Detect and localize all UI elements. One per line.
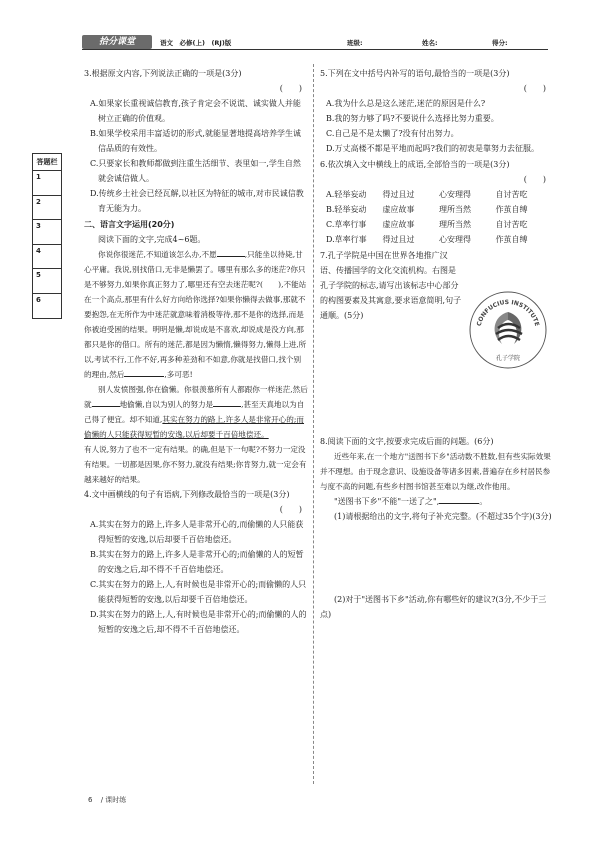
score-field-label: 得分: (492, 39, 508, 47)
question-3-option-c: C.只要家长和教师都做到注重生活细节、表里如一,学生自然就会诚信做人。 (90, 159, 301, 183)
question-8-fill-sentence (320, 494, 552, 509)
question-6-option-b (326, 202, 552, 217)
answer-cell-6[interactable]: 6 (36, 295, 41, 304)
fill-blank-1[interactable] (217, 248, 245, 257)
fill-blank-4[interactable] (213, 398, 241, 407)
q6-d-3: 心安理得 (439, 235, 471, 244)
q6-c-2: 虚应故事 (382, 220, 415, 229)
passage-p1-b: ,只能坐以待毙,甘心平庸。我说,别找借口,无非是懒罢了。哪里有那么多的迷茫?你只是不够努力,如果你真正努力了,哪里还有空去迷茫呢?( ),不能站在一个高点,那里有什么好方向给你选择?如果你懒得去做事,那就不要抱怨,在无所作为中迷茫就意味着消极等待,那不是你的选择,而是你被迫受困的结果。明明是懒,却说成是不喜欢,却说成是没方向,那都只是你的借口。所有的迷茫,都是因为懒惰,懒得努力,懒得上进,所以,考试不行,工作不好,再多种差劲和不如意,你就是找借口,找个别的理由,然后 (84, 250, 307, 379)
q6-a-4: 自讨苦吃 (495, 190, 528, 199)
answer-cell-2[interactable]: 2 (33, 196, 61, 221)
passage-p1-c: ,多可恶! (164, 370, 193, 379)
question-4-answer-paren[interactable]: ( ) (279, 505, 302, 514)
question-3-option-a: A.如果家长重视诚信教育,孩子肯定会不说谎、诚实做人并能树立正确的价值观。 (90, 99, 301, 123)
question-3-answer-paren[interactable]: ( ) (279, 84, 302, 93)
question-4-option-b: B.其实在努力的路上,许多人是非常开心的;而偷懒的人的短暂的安逸之后,却不得不千百倍地偿还。 (90, 550, 304, 574)
subject-label: 语文 必修(上) (RJ)版 (160, 39, 232, 47)
q6-a-1: A.轻举妄动 (326, 190, 367, 199)
q6-a-3: 心安理得 (439, 190, 471, 199)
passage-paragraph-1 (84, 247, 308, 382)
question-6-option-d (326, 232, 552, 247)
question-4-option-a: A.其实在努力的路上,许多人是非常开心的,而偷懒的人只能获得短暂的安逸,以后却要千百倍地偿还。 (90, 520, 304, 544)
q6-b-1: B.轻举妄动 (326, 205, 367, 214)
question-3-option-d: D.传统乡土社会已经瓦解,以社区为特征的城市,对市民诚信教育无能为力。 (90, 189, 304, 213)
question-5-option-d: D.万丈高楼不都是平地而起吗?我们的初衷是靠努力去征服。 (326, 144, 539, 153)
answer-column (32, 153, 62, 319)
question-6-option-c (326, 217, 552, 232)
answer-cell-1[interactable]: 1 (33, 171, 61, 196)
class-field-label: 班级: (347, 39, 363, 47)
passage-p2-a: 别人发愤图强,你在偷懒。你很羡慕所有人都跟你一样迷茫,然后就 (84, 385, 308, 409)
question-8-passage: 近些年来,在一个地方"送图书下乡"活动数不胜数,但有些实际效果并不理想。由于现念意识、设施设备等诸多因素,普遍存在乡村居民参与度不高的问题,有些乡村图书馆甚至难以为继,改作他用。 (320, 452, 551, 491)
brand-logo: 拾分课堂 (82, 35, 152, 49)
question-8 (320, 434, 552, 662)
question-3 (84, 66, 308, 216)
fill-blank-2[interactable] (124, 368, 164, 377)
q6-d-2: 得过且过 (382, 235, 415, 244)
question-4-stem: 4.文中画横线的句子有语病,下列修改最恰当的一项是(3分) (84, 490, 290, 499)
q8-fill-a: "送图书下乡"不能"一送了之", (334, 497, 440, 506)
footer-label: / 课时练 (100, 796, 127, 804)
emblem-cn-text: 孔子学院 (495, 355, 521, 362)
question-7: 7.孔子学院是中国在世界各地推广汉语、传播国学的文化交流机构。右图是孔子学院的标志,请写出该标志中心部分的构图要素及其寓意,要求语意简明,句子通顺。(5分) (320, 251, 462, 320)
question-6-option-a (326, 187, 552, 202)
question-8-stem: 8.阅读下面的文字,按要求完成后面的问题。(6分) (320, 437, 494, 446)
question-5 (320, 66, 552, 156)
q6-b-4: 作茧自缚 (495, 205, 528, 214)
fill-blank-3[interactable] (92, 398, 120, 407)
question-8-sub-1-answer-space[interactable] (320, 524, 552, 592)
question-6-answer-paren[interactable]: ( ) (523, 175, 546, 184)
question-5-answer-paren[interactable]: ( ) (523, 84, 546, 93)
question-3-stem: 3.根据原文内容,下列说法正确的一项是(3分) (84, 69, 242, 78)
section-2-intro: 阅读下面的文字,完成4~6题。 (98, 235, 206, 244)
q6-b-3: 理所当然 (439, 205, 471, 214)
question-5-option-a: A.我为什么总是这么迷茫,迷茫的原因是什么? (326, 99, 486, 108)
question-4 (84, 487, 308, 637)
q8-fill-blank[interactable] (439, 495, 479, 504)
page-number: 6 (88, 796, 93, 804)
question-6-stem: 6.依次填入文中横线上的成语,全部恰当的一项是(3分) (320, 160, 510, 169)
answer-cell-5[interactable]: 5 (33, 269, 61, 294)
q6-b-2: 虚应故事 (382, 205, 415, 214)
page-footer (88, 795, 126, 805)
underlined-sentence: 其实在努力的路上,许多人是非常开心的;而偷懒的人只能获得短暂的安逸,以后却要千百倍地偿还。 (84, 415, 305, 439)
question-5-stem: 5.下列在文中括号内补写的语句,最恰当的一项是(3分) (320, 69, 510, 78)
passage-p2-b: 地偷懒,自以为别人的努力是 (119, 400, 214, 409)
question-8-sub-2-answer-space[interactable] (320, 622, 552, 662)
question-3-option-b: B.如果学校采用丰富适切的形式,就能显著地提高培养学生诚信品质的有效性。 (90, 129, 301, 153)
question-5-option-b: B.我的努力够了吗?不要说什么选择比努力重要。 (326, 114, 499, 123)
page-header (82, 37, 548, 50)
q8-fill-b: 。 (479, 497, 488, 506)
question-6 (320, 157, 552, 247)
answer-cell-3[interactable]: 3 (33, 220, 61, 245)
question-5-option-c: C.自己是不是太懒了?没有付出努力。 (326, 129, 459, 138)
emblem-arc-text: CONFUCIUS INSTITUTE (475, 298, 541, 327)
section-2-title: 二、语言文字运用(20分) (84, 220, 175, 229)
passage-paragraph-3: 有人说,努力了也不一定有结果。的确,但是下一句呢?不努力一定没有结果。一切都是因果,你不努力,就没有结果;你肯努力,就一定会有越来越好的结果。 (84, 445, 307, 484)
q6-c-4: 自讨苦吃 (495, 220, 528, 229)
column-divider (313, 64, 314, 784)
question-8-sub-1: (1)请根据给出的文字,将句子补充完整。(不超过35个字)(3分) (334, 512, 552, 521)
q6-c-1: C.草率行事 (326, 220, 367, 229)
question-8-sub-2: (2)对于"送图书下乡"活动,你有哪些好的建议?(3分,不少于三点) (320, 595, 547, 619)
passage-p2-c: ,甚至天真地以为自己得了便宜。却不知道, (84, 400, 305, 424)
q6-c-3: 理所当然 (439, 220, 471, 229)
q6-d-1: D.草率行事 (326, 235, 367, 244)
answer-cell-4[interactable]: 4 (33, 245, 61, 270)
question-4-option-c: C.其实在努力的路上,人,有时候也是非常开心的;而偷懒的人只能获得短暂的安逸,以后却要千百倍地偿还。 (90, 580, 307, 604)
passage-paragraph-2 (84, 382, 308, 442)
passage-p1-a: 你说你很迷茫,不知道该怎么办,不愿 (98, 250, 217, 259)
left-column (84, 66, 308, 638)
question-4-option-d: D.其实在努力的路上,人,有时候也是非常开心的;而偷懒的人的短暂的安逸之后,却不得不千百倍地偿还。 (90, 610, 307, 634)
confucius-institute-logo (468, 290, 548, 370)
answer-column-title: 答题栏 (33, 154, 61, 171)
q6-d-4: 作茧自缚 (495, 235, 528, 244)
q6-a-2: 得过且过 (382, 190, 415, 199)
name-field-label: 姓名: (422, 39, 438, 47)
